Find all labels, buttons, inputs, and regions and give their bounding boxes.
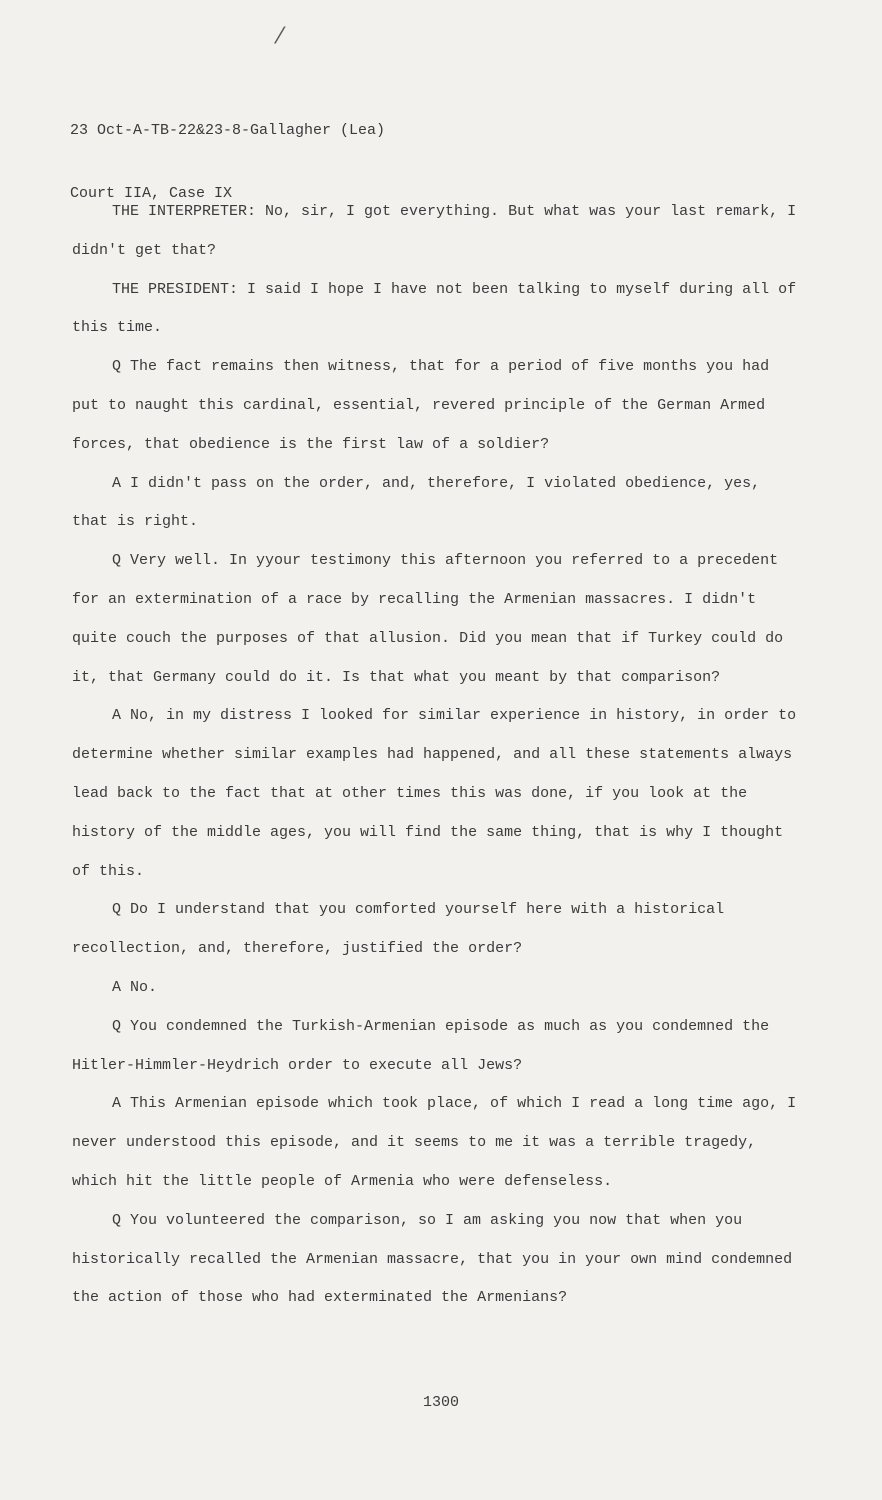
- paragraph-11: Q You volunteered the comparison, so I am asking you now that when you historically recalled the Armenian massacre, that you in your own mind condemned the action of those who had exterminated the Armenians?: [72, 1211, 793, 1307]
- page-number: 1300: [422, 1394, 459, 1411]
- paragraph-1: THE INTERPRETER: No, sir, I got everything. But what was your last remark, I didn't get that?: [72, 203, 797, 259]
- paragraph-5: Q Very well. In yyour testimony this afternoon you referred to a precedent for an extermination of a race by recalling the Armenian massacres. I didn't quite couch the purposes of that allusion. Did you mean that if Turkey could do it, that Germany could do it. Is that what you meant by that comparison?: [72, 552, 784, 686]
- header-line-1: 23 Oct-A-TB-22&23-8-Gallagher (Lea): [70, 122, 386, 139]
- handwritten-check-mark: ⁄: [278, 24, 282, 49]
- paragraph-8: A No.: [112, 978, 158, 996]
- paragraph-6: A No, in my distress I looked for similar experience in history, in order to determine whether similar examples had happened, and all these statements always lead back to the fact that at other times this was done, if you look at the history of the middle ages, you will find the same thing, that is why I thought of this.: [72, 707, 797, 880]
- header-line-2: Court IIA, Case IX: [70, 185, 233, 202]
- paragraph-2: THE PRESIDENT: I said I hope I have not been talking to myself during all of this time.: [72, 280, 797, 337]
- paragraph-3: Q The fact remains then witness, that for a period of five months you had put to naught this cardinal, essential, revered principle of the German Armed forces, that obedience is the first law of a soldier?: [72, 358, 770, 453]
- transcript-body: [72, 193, 802, 1318]
- paragraph-9: Q You condemned the Turkish-Armenian episode as much as you condemned the Hitler-Himmler-Heydrich order to execute all Jews?: [72, 1017, 770, 1074]
- paragraph-4: A I didn't pass on the order, and, therefore, I violated obedience, yes, that is right.: [72, 474, 761, 531]
- paragraph-10: A This Armenian episode which took place, of which I read a long time ago, I never understood this episode, and it seems to me it was a terrible tragedy, which hit the little people of Armenia who were defenseless.: [72, 1095, 797, 1190]
- paragraph-7: Q Do I understand that you comforted yourself here with a historical recollection, and, therefore, justified the order?: [72, 901, 725, 958]
